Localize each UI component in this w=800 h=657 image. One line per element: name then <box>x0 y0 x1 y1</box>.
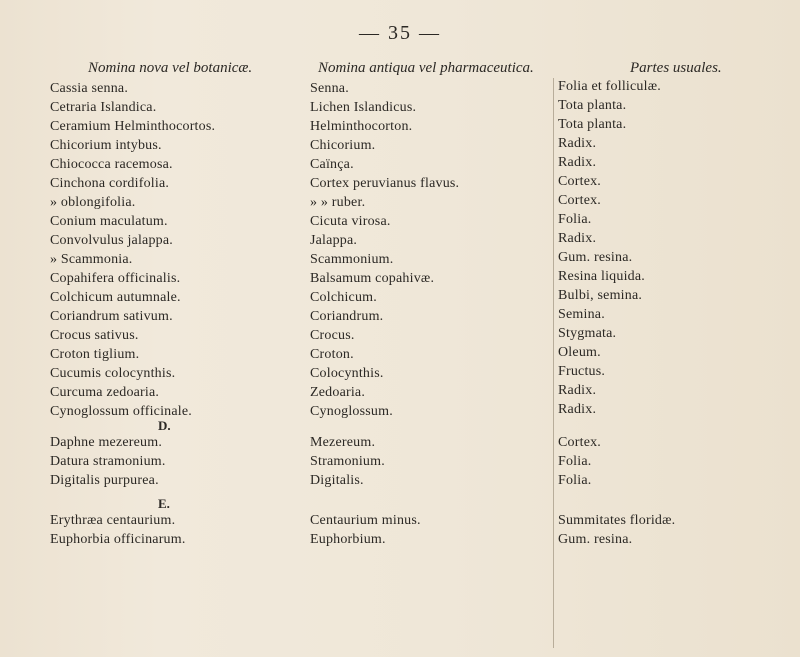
cell-parts: Cortex. <box>558 435 602 450</box>
cell-parts: Radix. <box>558 136 597 151</box>
cell-parts: Stygmata. <box>558 326 617 341</box>
header-parts: Partes usuales. <box>630 60 722 76</box>
header-pharmaceutical: Nomina antiqua vel pharmaceutica. <box>318 60 534 76</box>
cell-parts: Radix. <box>558 402 597 417</box>
cell-pharmaceutical: Mezereum. <box>310 435 376 450</box>
cell-parts: Bulbi, semina. <box>558 288 643 303</box>
cell-pharmaceutical: Zedoaria. <box>310 385 366 400</box>
cell-parts: Folia. <box>558 212 592 227</box>
cell-pharmaceutical: Cynoglossum. <box>310 404 393 419</box>
cell-pharmaceutical: Balsamum copahivæ. <box>310 271 435 286</box>
cell-pharmaceutical: Centaurium minus. <box>310 513 421 528</box>
cell-botanical: Euphorbia officinarum. <box>50 532 186 547</box>
cell-botanical: Crocus sativus. <box>50 328 139 343</box>
cell-parts: Folia et folliculæ. <box>558 79 661 94</box>
cell-botanical: » oblongifolia. <box>50 195 136 210</box>
cell-botanical: » Scammonia. <box>50 252 133 267</box>
cell-parts: Tota planta. <box>558 98 627 113</box>
cell-pharmaceutical: Cortex peruvianus flavus. <box>310 176 460 191</box>
header-botanical: Nomina nova vel botanicæ. <box>88 60 253 76</box>
cell-pharmaceutical: Chicorium. <box>310 138 376 153</box>
cell-pharmaceutical: Digitalis. <box>310 473 364 488</box>
cell-botanical: Cassia senna. <box>50 81 129 96</box>
cell-pharmaceutical: Cicuta virosa. <box>310 214 391 229</box>
cell-pharmaceutical: Croton. <box>310 347 354 362</box>
cell-botanical: Digitalis purpurea. <box>50 473 159 488</box>
cell-botanical: Cucumis colocynthis. <box>50 366 176 381</box>
cell-botanical: Coriandrum sativum. <box>50 309 173 324</box>
cell-pharmaceutical: Colchicum. <box>310 290 377 305</box>
cell-parts: Semina. <box>558 307 605 322</box>
cell-parts: Tota planta. <box>558 117 627 132</box>
cell-parts: Radix. <box>558 383 597 398</box>
section-letter: D. <box>158 418 171 433</box>
cell-parts: Cortex. <box>558 193 602 208</box>
cell-botanical: Cetraria Islandica. <box>50 100 157 115</box>
cell-pharmaceutical: Coriandrum. <box>310 309 384 324</box>
cell-parts: Gum. resina. <box>558 250 633 265</box>
cell-pharmaceutical: Colocynthis. <box>310 366 384 381</box>
cell-pharmaceutical: Helminthocorton. <box>310 119 413 134</box>
cell-pharmaceutical: » » ruber. <box>310 195 366 210</box>
cell-parts: Folia. <box>558 454 592 469</box>
cell-botanical: Daphne mezereum. <box>50 435 163 450</box>
column-rule <box>553 78 554 648</box>
cell-botanical: Colchicum autumnale. <box>50 290 181 305</box>
cell-parts: Gum. resina. <box>558 532 633 547</box>
cell-botanical: Datura stramonium. <box>50 454 166 469</box>
cell-pharmaceutical: Crocus. <box>310 328 355 343</box>
cell-pharmaceutical: Lichen Islandicus. <box>310 100 417 115</box>
cell-botanical: Cinchona cordifolia. <box>50 176 170 191</box>
cell-pharmaceutical: Jalappa. <box>310 233 358 248</box>
cell-parts: Fructus. <box>558 364 606 379</box>
cell-pharmaceutical: Stramonium. <box>310 454 385 469</box>
cell-botanical: Convolvulus jalappa. <box>50 233 173 248</box>
cell-pharmaceutical: Scammonium. <box>310 252 394 267</box>
cell-botanical: Chiococca racemosa. <box>50 157 173 172</box>
cell-parts: Summitates floridæ. <box>558 513 676 528</box>
cell-parts: Folia. <box>558 473 592 488</box>
cell-botanical: Ceramium Helminthocortos. <box>50 119 216 134</box>
cell-pharmaceutical: Caïnça. <box>310 157 354 172</box>
page-number: — 35 — <box>359 22 441 44</box>
cell-botanical: Erythræa centaurium. <box>50 513 176 528</box>
cell-botanical: Cynoglossum officinale. <box>50 404 192 419</box>
cell-botanical: Chicorium intybus. <box>50 138 162 153</box>
cell-parts: Cortex. <box>558 174 602 189</box>
cell-parts: Radix. <box>558 231 597 246</box>
cell-pharmaceutical: Euphorbium. <box>310 532 386 547</box>
section-letter: E. <box>158 496 170 511</box>
cell-pharmaceutical: Senna. <box>310 81 349 96</box>
cell-botanical: Curcuma zedoaria. <box>50 385 160 400</box>
cell-parts: Resina liquida. <box>558 269 645 284</box>
cell-parts: Radix. <box>558 155 597 170</box>
cell-botanical: Copahifera officinalis. <box>50 271 181 286</box>
cell-botanical: Conium maculatum. <box>50 214 168 229</box>
cell-parts: Oleum. <box>558 345 601 360</box>
cell-botanical: Croton tiglium. <box>50 347 140 362</box>
